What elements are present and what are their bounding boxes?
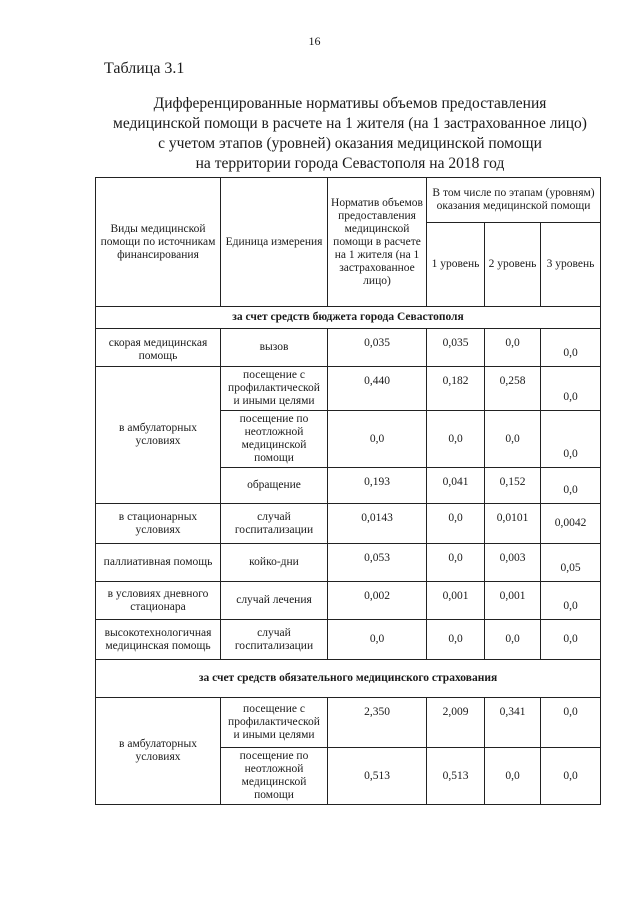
cell-type: в условиях дневного стационара <box>96 582 221 620</box>
cell-level-1: 0,035 <box>427 329 485 367</box>
cell-level-2: 0,0 <box>485 329 541 367</box>
cell-level-3: 0,0 <box>541 329 601 367</box>
cell-type: высокотехнологичная медицинская помощь <box>96 620 221 660</box>
cell-level-1: 0,0 <box>427 411 485 468</box>
title-line: с учетом этапов (уровней) оказания медицинской помощи <box>158 135 542 152</box>
cell-level-3: 0,05 <box>541 544 601 582</box>
cell-level-2: 0,152 <box>485 468 541 504</box>
cell-level-2: 0,0 <box>485 411 541 468</box>
cell-level-3: 0,0042 <box>541 504 601 544</box>
cell-level-1: 0,513 <box>427 748 485 805</box>
cell-norm: 2,350 <box>328 698 427 748</box>
header-level-3: 3 уровень <box>541 223 601 307</box>
cell-level-3: 0,0 <box>541 468 601 504</box>
cell-level-2: 0,0101 <box>485 504 541 544</box>
cell-unit: койко-дни <box>221 544 328 582</box>
cell-level-3: 0,0 <box>541 748 601 805</box>
cell-norm: 0,0 <box>328 620 427 660</box>
header-norm: Норматив объемов предоставления медицинской помощи в расчете на 1 жителя (на 1 застрахованное лицо) <box>328 178 427 307</box>
cell-level-2: 0,003 <box>485 544 541 582</box>
cell-type: в стационарных условиях <box>96 504 221 544</box>
cell-level-3: 0,0 <box>541 367 601 411</box>
cell-norm: 0,0 <box>328 411 427 468</box>
cell-norm: 0,440 <box>328 367 427 411</box>
cell-norm: 0,513 <box>328 748 427 805</box>
section-budget: за счет средств бюджета города Севастополя <box>96 307 601 329</box>
cell-level-1: 2,009 <box>427 698 485 748</box>
cell-level-2: 0,258 <box>485 367 541 411</box>
table-label: Таблица 3.1 <box>104 60 185 77</box>
cell-norm: 0,035 <box>328 329 427 367</box>
page-number: 16 <box>308 34 321 48</box>
cell-level-1: 0,182 <box>427 367 485 411</box>
norms-table <box>95 177 601 805</box>
cell-type: скорая медицинская помощь <box>96 329 221 367</box>
cell-level-2: 0,0 <box>485 748 541 805</box>
cell-level-1: 0,041 <box>427 468 485 504</box>
cell-unit: посещение по неотложной медицинской помощи <box>221 411 328 468</box>
cell-unit: посещение с профилактической и иными целями <box>221 698 328 748</box>
table-row <box>96 582 601 620</box>
header-stages: В том числе по этапам (уровням) оказания медицинской помощи <box>427 178 601 223</box>
section-oms: за счет средств обязательного медицинского страхования <box>96 660 601 698</box>
cell-norm: 0,002 <box>328 582 427 620</box>
cell-level-1: 0,0 <box>427 504 485 544</box>
cell-level-3: 0,0 <box>541 582 601 620</box>
cell-unit: случай госпитализации <box>221 620 328 660</box>
cell-unit: посещение по неотложной медицинской помощи <box>221 748 328 805</box>
cell-norm: 0,053 <box>328 544 427 582</box>
title-line: на территории города Севастополя на 2018 год <box>195 155 505 172</box>
cell-level-3: 0,0 <box>541 411 601 468</box>
header-level-1: 1 уровень <box>427 223 485 307</box>
cell-type: в амбулаторных условиях <box>96 698 221 805</box>
table-row <box>96 504 601 544</box>
cell-unit: посещение с профилактической и иными целями <box>221 367 328 411</box>
cell-type: в амбулаторных условиях <box>96 367 221 504</box>
table-row <box>96 698 601 748</box>
cell-level-2: 0,341 <box>485 698 541 748</box>
document-title <box>90 94 610 174</box>
header-type: Виды медицинской помощи по источникам финансирования <box>96 178 221 307</box>
cell-level-2: 0,001 <box>485 582 541 620</box>
cell-norm: 0,193 <box>328 468 427 504</box>
cell-unit: вызов <box>221 329 328 367</box>
title-line: Дифференцированные нормативы объемов предоставления <box>153 95 547 112</box>
section-row-oms <box>96 660 601 698</box>
header-row <box>96 178 601 223</box>
table-row <box>96 367 601 411</box>
header-level-2: 2 уровень <box>485 223 541 307</box>
cell-unit: обращение <box>221 468 328 504</box>
cell-unit: случай лечения <box>221 582 328 620</box>
title-line: медицинской помощи в расчете на 1 жителя (на 1 застрахованное лицо) <box>113 115 587 132</box>
cell-type: паллиативная помощь <box>96 544 221 582</box>
cell-level-1: 0,001 <box>427 582 485 620</box>
cell-level-1: 0,0 <box>427 620 485 660</box>
section-row-budget <box>96 307 601 329</box>
table-row <box>96 544 601 582</box>
header-unit: Единица измерения <box>221 178 328 307</box>
cell-level-3: 0,0 <box>541 620 601 660</box>
table-row <box>96 620 601 660</box>
cell-level-1: 0,0 <box>427 544 485 582</box>
table-row <box>96 329 601 367</box>
cell-norm: 0,0143 <box>328 504 427 544</box>
cell-level-3: 0,0 <box>541 698 601 748</box>
cell-level-2: 0,0 <box>485 620 541 660</box>
cell-unit: случай госпитализации <box>221 504 328 544</box>
